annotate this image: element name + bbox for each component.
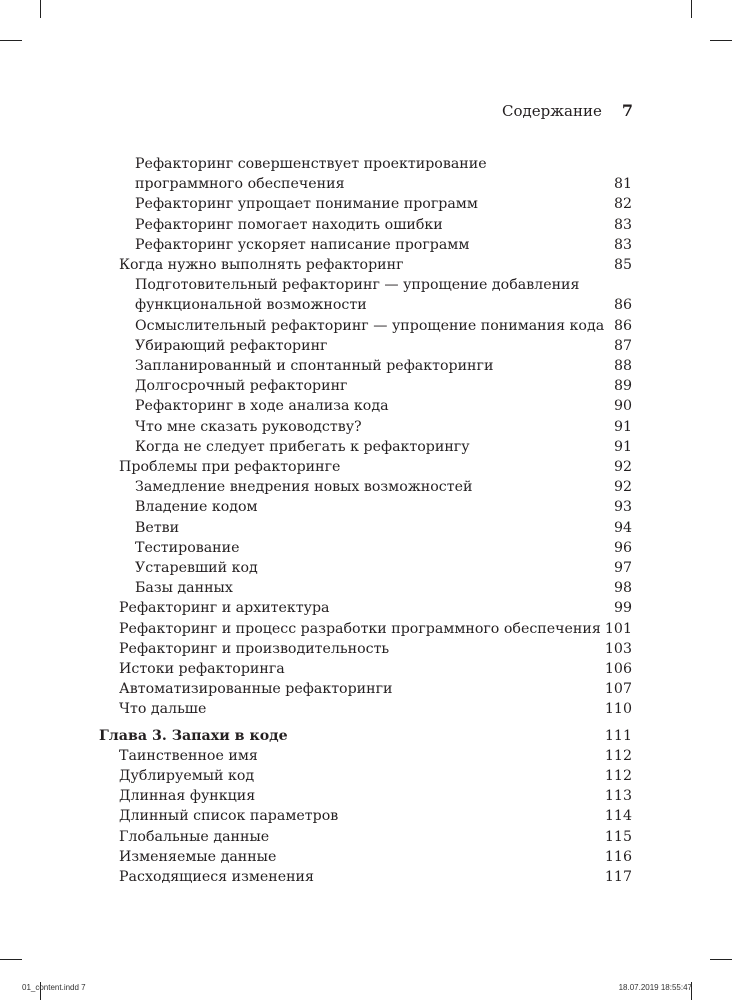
toc-entry: [135, 437, 470, 457]
toc-entry: [135, 578, 233, 598]
toc-entry: [135, 316, 604, 336]
toc-chapter-heading: [99, 726, 288, 746]
toc-entry-title: Проблемы при рефакторинге: [119, 459, 341, 475]
toc-entry-page: 107: [604, 681, 632, 698]
toc-entry-title: Устаревший код: [135, 560, 258, 576]
toc-entry-page: 112: [604, 747, 632, 764]
toc-entry-title: Что дальше: [119, 701, 207, 718]
toc-entry-page: 92: [613, 459, 632, 475]
toc-entry-page: 103: [604, 640, 632, 657]
toc-entry: [135, 275, 579, 315]
toc-entry-title: Что мне сказать руководству?: [135, 418, 362, 435]
toc-entry-page: 112: [604, 768, 632, 784]
toc-entry-page: 87: [613, 337, 632, 354]
toc-entry: [135, 356, 493, 376]
toc-entry-page: 106: [604, 661, 632, 677]
toc-entry-title: Осмыслительный рефакторинг — упрощение понимания кода: [135, 317, 605, 334]
toc-entry-page: 91: [613, 418, 632, 435]
crop-mark-right-bottom: [710, 959, 732, 960]
toc-entry-title: Таинственное имя: [119, 747, 258, 764]
toc-entry-title: Подготовительный рефакторинг — упрощение добавления: [135, 277, 580, 294]
toc-entry-title: Глобальные данные: [119, 828, 270, 845]
toc-entry: [135, 235, 469, 255]
toc-entry: [135, 336, 327, 356]
running-head-title: Содержание: [502, 102, 602, 120]
toc-entry-title: Базы данных: [135, 580, 233, 597]
toc-entry-page: 81: [613, 176, 632, 193]
toc-entry-title: Рефакторинг упрощает понимание программ: [135, 196, 478, 213]
toc-entry-title: Долгосрочный рефакторинг: [135, 378, 348, 395]
toc-entry-title: Автоматизированные рефакторинги: [119, 681, 393, 698]
toc-entry-page: 86: [613, 317, 632, 334]
toc-entry-page: 101: [604, 620, 632, 637]
toc-entry: [119, 639, 389, 659]
toc-entry-title: Глава 3. Запахи в коде: [99, 727, 288, 744]
toc-entry-page: 117: [604, 869, 632, 885]
toc-entry-title: Длинный список параметров: [119, 808, 339, 825]
toc-entry-page: 114: [604, 808, 632, 825]
toc-entry-page: 93: [613, 499, 632, 516]
toc-entry-title: Дублируемый код: [119, 768, 255, 784]
toc-entry-page: 98: [613, 580, 632, 597]
toc-entry-title: Расходящиеся изменения: [119, 869, 314, 885]
toc-entry-page: 82: [613, 196, 632, 213]
toc-entry-page: 90: [613, 398, 632, 415]
toc-entry-page: 115: [604, 828, 632, 845]
toc-entry: [119, 598, 330, 618]
toc-entry-page: 94: [613, 519, 632, 536]
toc-entry: [135, 376, 347, 396]
toc-entry-title: Рефакторинг и производительность: [119, 640, 390, 657]
toc-entry-page: 85: [613, 257, 632, 273]
toc-entry-title: Рефакторинг и процесс разработки программного обеспечения: [119, 620, 601, 637]
toc-entry-title: Рефакторинг помогает находить ошибки: [135, 216, 443, 233]
crop-mark-left-bottom: [0, 959, 22, 960]
crop-mark-left-top: [0, 40, 22, 41]
toc-entry: [135, 417, 362, 437]
toc-entry: [135, 558, 258, 578]
toc-entry-title: Запланированный и спонтанный рефакторинги: [135, 358, 494, 374]
toc-entry: [119, 867, 314, 887]
toc-entry-page: 111: [604, 727, 632, 744]
toc-entry-page: 92: [613, 479, 632, 496]
toc-entry-page: 83: [613, 236, 632, 253]
toc-entry-title: Рефакторинг ускоряет написание программ: [135, 236, 470, 253]
toc-entry: [135, 154, 487, 194]
toc-entry-page: 91: [613, 438, 632, 455]
toc-entry-title: Длинная функция: [119, 788, 256, 805]
toc-entry: [119, 255, 404, 275]
toc-entry-title: Рефакторинг и архитектура: [119, 600, 330, 617]
running-head: [502, 101, 633, 120]
toc-entry-page: 110: [604, 701, 632, 718]
crop-mark-top-right: [691, 0, 692, 18]
toc-entry-page: 89: [613, 378, 632, 395]
toc-entry-page: 116: [604, 848, 632, 865]
toc-entry: [135, 518, 179, 538]
toc-entry: [119, 806, 338, 826]
toc-entry-title: Ветви: [135, 519, 180, 536]
toc-entry-title: Когда нужно выполнять рефакторинг: [119, 257, 404, 273]
toc-entry-title: Замедление внедрения новых возможностей: [135, 479, 473, 496]
toc-entry-page: 99: [613, 600, 632, 617]
toc-entry-title: программного обеспечения: [135, 176, 345, 192]
toc-entry-page: 96: [613, 539, 632, 556]
toc-entry: [135, 215, 443, 235]
toc-entry-page: 97: [613, 560, 632, 576]
toc-entry-page: 83: [613, 216, 632, 233]
crop-mark-right-top: [710, 40, 732, 41]
toc-entry: [119, 457, 340, 477]
toc-entry-page: 113: [604, 788, 632, 805]
toc-entry: [119, 827, 269, 847]
toc-entry: [135, 194, 478, 214]
toc-entry-title: Убирающий рефакторинг: [135, 337, 328, 354]
toc-entry: [119, 679, 392, 699]
toc-entry-title: Владение кодом: [135, 499, 258, 516]
toc-entry: [119, 766, 254, 786]
toc-entry-title: функциональной возможности: [135, 297, 367, 314]
slug-file: 01_content.indd 7: [22, 983, 86, 992]
toc-entry-page: 86: [613, 297, 632, 314]
toc-entry: [135, 477, 472, 497]
toc-entry: [119, 659, 285, 679]
toc-entry: [119, 786, 255, 806]
toc-entry-title: Тестирование: [135, 539, 240, 556]
toc-entry-title: Когда не следует прибегать к рефакторингу: [135, 438, 470, 455]
toc-entry: [119, 847, 276, 867]
toc-entry-page: 88: [613, 358, 632, 374]
crop-mark-top-left: [40, 0, 41, 18]
page-number: 7: [621, 101, 633, 120]
toc-entry-title: Рефакторинг в ходе анализа кода: [135, 398, 389, 415]
toc-entry: [119, 746, 258, 766]
toc-entry: [135, 497, 258, 517]
toc-entry: [119, 619, 601, 639]
toc-entry: [119, 699, 206, 719]
toc-entry: [135, 396, 389, 416]
toc-entry: [135, 538, 240, 558]
toc-entry-title: Рефакторинг совершенствует проектирование: [135, 156, 487, 172]
slug-timestamp: 18.07.2019 18:55:47: [618, 983, 692, 992]
toc-entry-title: Истоки рефакторинга: [119, 661, 285, 677]
toc-entry-title: Изменяемые данные: [119, 848, 277, 865]
